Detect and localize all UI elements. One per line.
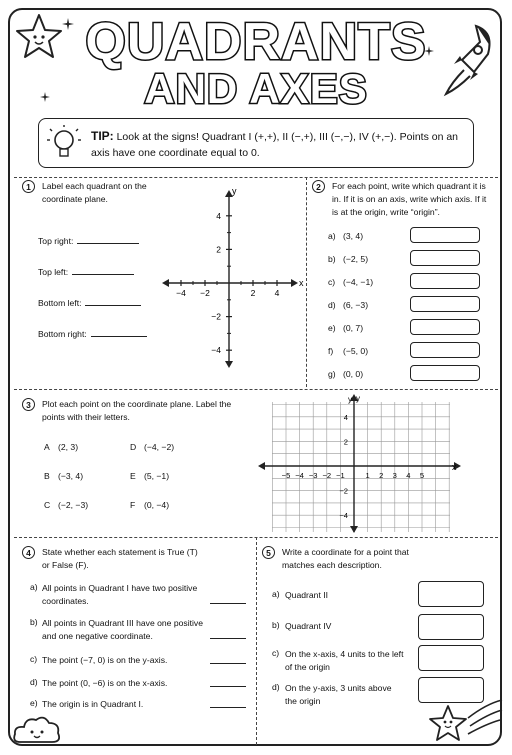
x-tick-label: −2 xyxy=(322,471,332,480)
answer-blank[interactable] xyxy=(91,336,147,337)
y-tick-label: −2 xyxy=(211,311,221,322)
section-3-instructions: 3 Plot each point on the coordinate plane. Label the points with their letters. xyxy=(22,398,242,424)
true-false-blank[interactable] xyxy=(210,707,246,708)
tip-text: TIP: Look at the signs! Quadrant I (+,+), II (−,+), III (−,−), IV (+,−). Points on an axis have one coordinate equal to 0. xyxy=(91,129,459,159)
description-text: Quadrant II xyxy=(285,590,328,600)
x-tick-label: −4 xyxy=(176,288,186,298)
point-coordinate: (−3, 4) xyxy=(58,471,84,481)
answer-box[interactable] xyxy=(418,645,484,671)
point-letter: C xyxy=(44,500,51,510)
quadrant-label: Bottom right: xyxy=(38,329,87,339)
y-tick-label: 2 xyxy=(343,437,348,447)
answer-box[interactable] xyxy=(410,227,480,243)
point-coordinate: (3, 4) xyxy=(343,231,364,241)
coordinate-grid-3 xyxy=(258,392,464,534)
answer-blank[interactable] xyxy=(77,243,139,244)
coordinate-plane-1 xyxy=(160,188,305,370)
statement-text: The point (0, −6) is on the x-axis. xyxy=(42,678,168,688)
section-2-instructions: 2 For each point, write which quadrant it is in. If it is on an axis, write which axis. If it is at the origin, write “origin”. xyxy=(312,180,492,219)
item-letter: d) xyxy=(328,300,336,310)
description-text: On the y-axis, 3 units above the origin xyxy=(285,683,392,706)
quadrant-label-row xyxy=(38,329,147,339)
divider xyxy=(306,177,307,387)
y-axis-label: y xyxy=(232,188,237,196)
x-tick-label: −4 xyxy=(295,471,304,480)
y-tick-label: 2 xyxy=(216,244,221,255)
y-tick-label: 4 xyxy=(216,210,221,221)
y-axis-label: y xyxy=(348,395,352,404)
item-letter: f) xyxy=(328,346,334,356)
answer-box[interactable] xyxy=(418,614,484,640)
true-false-blank[interactable] xyxy=(210,603,246,604)
point-letter: F xyxy=(130,500,136,510)
quadrant-label-row xyxy=(38,267,134,277)
point-letter: A xyxy=(44,442,50,452)
true-false-blank[interactable] xyxy=(210,638,246,639)
answer-box[interactable] xyxy=(410,365,480,381)
answer-box[interactable] xyxy=(410,296,480,312)
x-axis-label: x xyxy=(452,462,457,472)
item-letter: d) xyxy=(272,682,280,692)
x-tick-label: −3 xyxy=(308,471,318,480)
statement-text: All points in Quadrant III have one positive and one negative coordinate. xyxy=(42,618,203,641)
statement-text: All points in Quadrant I have two positive coordinates. xyxy=(42,583,198,606)
item-letter: a) xyxy=(30,582,38,592)
y-tick-label: −4 xyxy=(211,345,221,356)
x-tick-label: 1 xyxy=(365,471,370,480)
true-false-blank[interactable] xyxy=(210,686,246,687)
answer-box[interactable] xyxy=(418,581,484,607)
cloud-face-icon xyxy=(12,712,62,746)
item-letter: a) xyxy=(328,231,336,241)
section-5-instructions: 5 Write a coordinate for a point that matches each description. xyxy=(262,546,482,572)
divider xyxy=(14,389,498,390)
item-letter: b) xyxy=(272,620,280,630)
answer-box[interactable] xyxy=(410,273,480,289)
answer-box[interactable] xyxy=(410,342,480,358)
x-axis-label: x xyxy=(299,278,304,288)
x-tick-label: −5 xyxy=(281,471,291,480)
item-letter: e) xyxy=(328,323,336,333)
item-letter: a) xyxy=(272,589,280,599)
x-tick-label: 4 xyxy=(406,471,411,480)
point-coordinate: (2, 3) xyxy=(58,442,79,452)
item-letter: e) xyxy=(30,698,38,708)
item-letter: g) xyxy=(328,369,336,379)
answer-blank[interactable] xyxy=(85,305,141,306)
section-1-instructions: 1 Label each quadrant on the coordinate plane. xyxy=(22,180,172,206)
point-coordinate: (6, −3) xyxy=(343,300,369,310)
x-tick-label: −1 xyxy=(336,471,345,480)
y-arrow xyxy=(350,526,358,533)
point-coordinate: (−2, −3) xyxy=(58,500,89,510)
point-coordinate: (0, 0) xyxy=(343,369,364,379)
point-coordinate: (−4, −1) xyxy=(343,277,374,287)
answer-box[interactable] xyxy=(410,319,480,335)
answer-blank[interactable] xyxy=(72,274,134,275)
quadrant-label: Bottom left: xyxy=(38,298,82,308)
x-tick-label: 5 xyxy=(419,471,425,480)
point-coordinate: (−4, −2) xyxy=(144,442,175,452)
point-coordinate: (−5, 0) xyxy=(343,346,369,356)
point-letter: E xyxy=(130,471,136,481)
answer-box[interactable] xyxy=(410,250,480,266)
item-letter: c) xyxy=(30,654,38,664)
x-tick-label: 3 xyxy=(392,471,397,480)
y-axis-label: y xyxy=(356,394,360,403)
page-title-line1: QUADRANTS xyxy=(85,13,427,71)
item-letter: b) xyxy=(328,254,336,264)
tip-box xyxy=(38,118,474,168)
statement-text: The origin is in Quadrant I. xyxy=(42,699,144,709)
lightbulb-icon xyxy=(47,125,81,163)
quadrant-label-row xyxy=(38,236,139,246)
x-tick-label: 2 xyxy=(250,288,256,298)
quadrant-label: Top right: xyxy=(38,236,74,246)
y-tick-label: 4 xyxy=(343,412,348,422)
y-tick-label: −4 xyxy=(339,511,348,521)
x-tick-label: 2 xyxy=(379,471,384,480)
item-letter: c) xyxy=(272,648,280,658)
x-tick-label: 4 xyxy=(274,288,280,298)
divider xyxy=(14,177,498,178)
point-coordinate: (0, 7) xyxy=(343,323,364,333)
quadrant-label-row xyxy=(38,298,141,308)
y-tick-label: −2 xyxy=(339,486,348,496)
statement-text: The point (−7, 0) is on the y-axis. xyxy=(42,655,168,665)
description-text: On the x-axis, 4 units to the left of the origin xyxy=(285,649,404,672)
divider xyxy=(256,537,257,745)
quadrant-label: Top left: xyxy=(38,267,69,277)
point-letter: D xyxy=(130,442,137,452)
point-coordinate: (5, −1) xyxy=(144,471,170,481)
point-letter: B xyxy=(44,471,50,481)
item-letter: d) xyxy=(30,677,38,687)
point-coordinate: (−2, 5) xyxy=(343,254,369,264)
shooting-star-icon xyxy=(428,696,504,748)
section-4-instructions: 4 State whether each statement is True (T) or False (F). xyxy=(22,546,242,572)
point-coordinate: (0, −4) xyxy=(144,500,170,510)
item-letter: b) xyxy=(30,617,38,627)
item-letter: c) xyxy=(328,277,336,287)
x-arrow xyxy=(258,462,265,470)
page-title-line2: AND AXES xyxy=(144,65,368,112)
x-tick-label: −2 xyxy=(200,288,210,298)
description-text: Quadrant IV xyxy=(285,621,332,631)
true-false-blank[interactable] xyxy=(210,663,246,664)
